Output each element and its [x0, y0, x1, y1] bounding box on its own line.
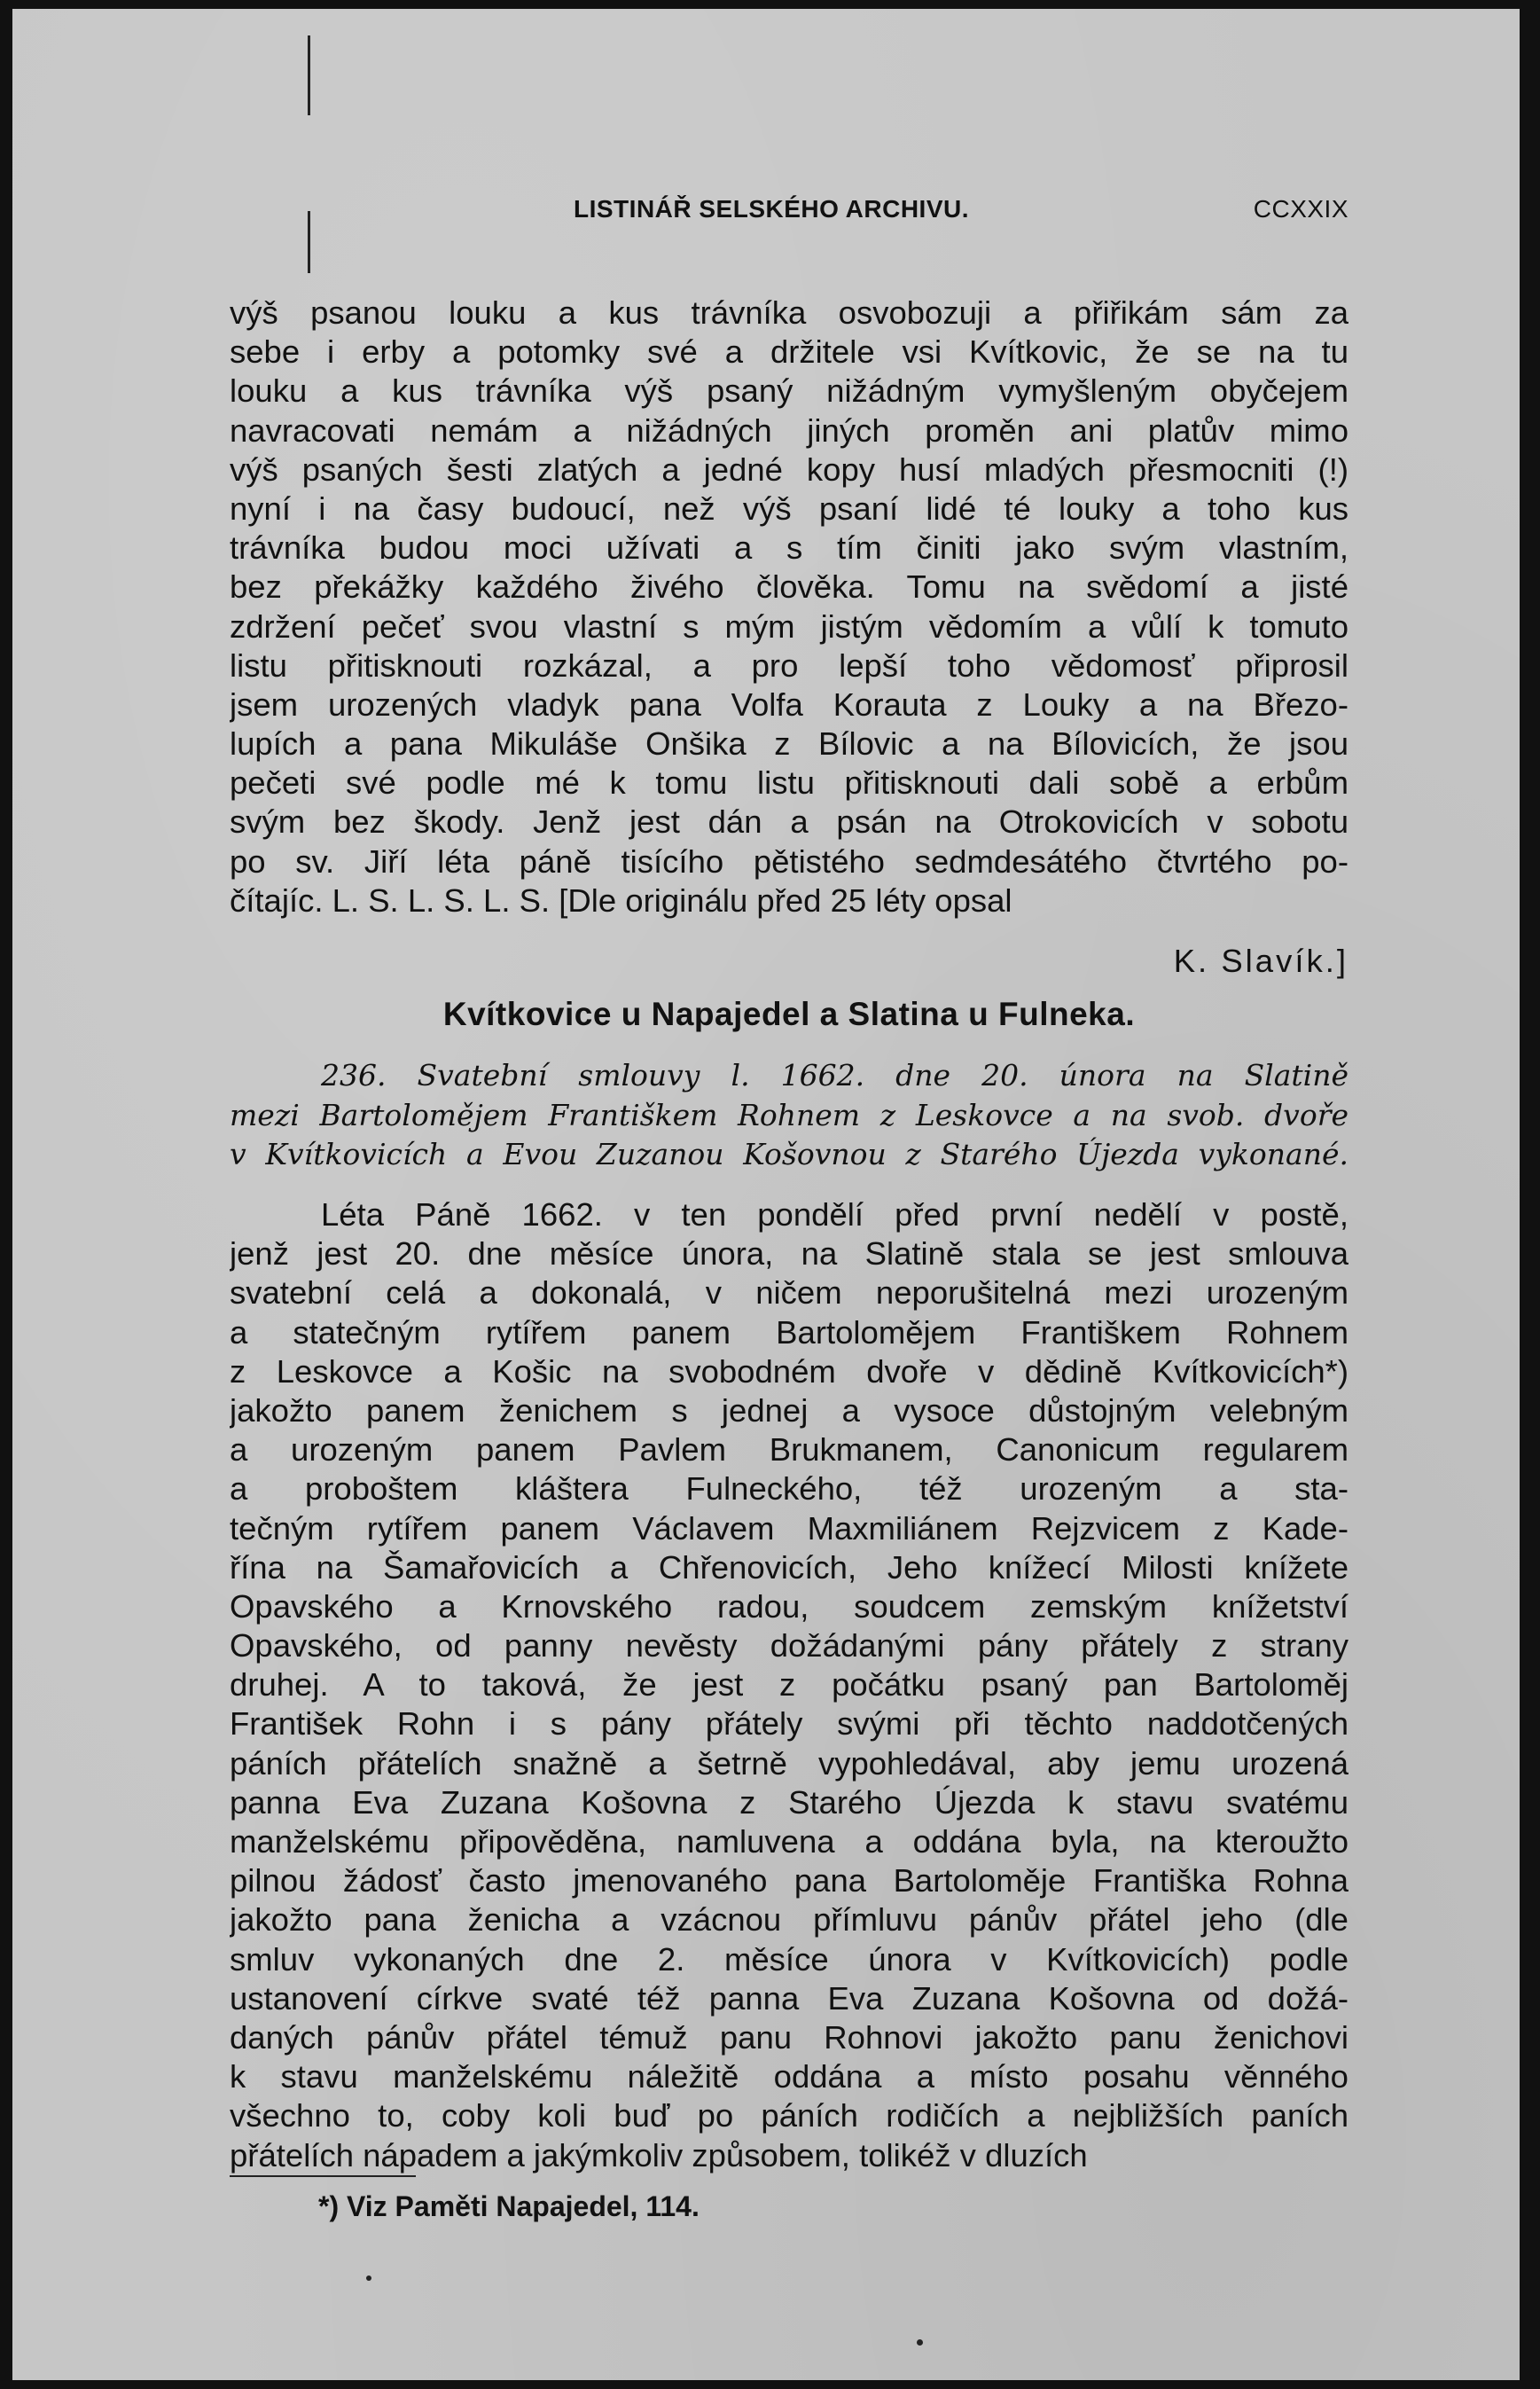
text-line: všechno to, coby koli buď po páních rodičích a nejbližších paních: [230, 2097, 1348, 2134]
text-line: trávníka budou moci užívati a s tím činiti jako svým vlastním,: [230, 529, 1348, 567]
text-line: navracovati nemám a nižádných jiných proměn ani platův mimo: [230, 411, 1348, 449]
text-line: lupích a pana Mikuláše Onšika z Bílovic a na Bílovicích, že jsou: [230, 725, 1348, 763]
text-line: přátelích nápadem a jakýmkoliv způsobem, tolikéž v dluzích: [230, 2136, 1088, 2174]
text-line: bez překážky každého živého člověka. Tomu na svědomí a jisté: [230, 568, 1348, 606]
footnote: *) Viz Paměti Napajedel, 114.: [318, 2190, 700, 2222]
header-title: LISTINÁŘ SELSKÉHO ARCHIVU.: [574, 195, 969, 223]
text-line: mezi Bartolomějem Františkem Rohnem z Leskovce a na svob. dvoře: [230, 1097, 1348, 1132]
section-heading: Kvítkovice u Napajedel a Slatina u Fulneka.: [442, 996, 1136, 1032]
text-line: ustanovení církve svaté též panna Eva Zuzana Košovna od dožá-: [230, 1979, 1348, 2017]
text-line: manželskému připověděna, namluvena a oddána byla, na kteroužto: [230, 1823, 1348, 1860]
text-line: listu přitisknouti rozkázal, a pro lepší toho vědomosť připrosil: [230, 646, 1348, 684]
signature-block: [230, 942, 1348, 981]
text-line: pečeti své podle mé k tomu listu přitisknouti dali sobě a erbům: [230, 764, 1348, 802]
text-line: František Rohn i s pány přátely svými při těchto naddotčených: [230, 1705, 1348, 1743]
text-line: jsem urozených vladyk pana Volfa Korauta z Louky a na Březo-: [230, 685, 1348, 723]
page-number: CCXXIX: [1253, 195, 1348, 223]
text-line: Opavského a Krnovského radou, soudcem zemským knížetství: [230, 1587, 1348, 1625]
text-line: Opavského, od panny nevěsty dožádanými pány přátely z strany: [230, 1627, 1348, 1664]
text-line: jakožto pana ženicha a vzácnou přímluvu pánův přátel jeho (dle: [230, 1901, 1348, 1939]
text-line: panna Eva Zuzana Košovna z Starého Újezda k stavu svatému: [230, 1783, 1348, 1821]
text-line: a urozeným panem Pavlem Brukmanem, Canonicum regularem: [230, 1431, 1348, 1469]
text-line: svatební celá a dokonalá, v ničem neporušitelná mezi urozeným: [230, 1274, 1348, 1312]
signature: K. Slavík.]: [1173, 943, 1348, 979]
text-line: k stavu manželskému náležitě oddána a místo posahu věnného: [230, 2058, 1348, 2095]
text-line: a proboštem kláštera Fulneckého, též urozeným a sta-: [230, 1470, 1348, 1508]
text-line: výš psanou louku a kus trávníka osvobozuji a přiřikám sám za: [230, 294, 1348, 331]
paper-speck: [366, 2275, 371, 2281]
text-line: jakožto panem ženichem s jednej a vysoce důstojným velebným: [230, 1391, 1348, 1429]
text-line: a statečným rytířem panem Bartolomějem Františkem Rohnem: [230, 1313, 1348, 1351]
paper-speck: [917, 2339, 923, 2346]
text-line: 236. Svatební smlouvy l. 1662. dne 20. února na Slatině: [321, 1058, 1348, 1093]
text-line: druhej. A to taková, že jest z počátku psaný pan Bartoloměj: [230, 1666, 1348, 1704]
running-header: [230, 188, 1348, 232]
footnote-rule: [230, 2175, 416, 2177]
text-line: jenž jest 20. dne měsíce února, na Slatině stala se jest smlouva: [230, 1235, 1348, 1273]
text-line: nyní i na časy budoucí, než výš psaní lidé té louky a toho kus: [230, 490, 1348, 527]
text-line: po sv. Jiří léta páně tisícího pětistého sedmdesátého čtvrtého po-: [230, 842, 1348, 880]
text-line: daných pánův přátel témuž panu Rohnovi jakožto panu ženichovi: [230, 2018, 1348, 2056]
text-line: louku a kus trávníka výš psaný nižádným vymyšleným obyčejem: [230, 372, 1348, 410]
text-line: Léta Páně 1662. v ten pondělí před první nedělí v postě,: [321, 1196, 1348, 1233]
text-line: sebe i erby a potomky své a držitele vsi Kvítkovic, že se na tu: [230, 333, 1348, 371]
margin-mark: [308, 35, 310, 115]
document-title: [230, 1056, 1348, 1175]
text-line: z Leskovce a Košic na svobodném dvoře v dědině Kvítkovicích*): [230, 1352, 1348, 1390]
book-page: [12, 9, 1520, 2380]
text-line: zdržení pečeť svou vlastní s mým jistým vědomím a vůlí k tomuto: [230, 607, 1348, 645]
main-paragraph: [230, 1195, 1348, 2175]
text-line: pilnou žádosť často jmenovaného pana Bartoloměje Františka Rohna: [230, 1862, 1348, 1899]
text-line: svým bez škody. Jenž jest dán a psán na Otrokovicích v sobotu: [230, 803, 1348, 841]
text-line: výš psaných šesti zlatých a jedné kopy husí mladých přesmocniti (!): [230, 450, 1348, 488]
text-line: páních přátelích snažně a šetrně vypohledával, aby jemu urozená: [230, 1744, 1348, 1782]
text-line: řína na Šamařovicích a Chřenovicích, Jeho knížecí Milosti knížete: [230, 1548, 1348, 1586]
text-line: smluv vykonaných dne 2. měsíce února v Kvítkovicích) podle: [230, 1940, 1348, 1978]
text-line: čítajíc. L. S. L. S. L. S. [Dle originálu před 25 léty opsal: [230, 881, 1012, 919]
top-paragraph: [230, 294, 1348, 920]
text-line: tečným rytířem panem Václavem Maxmiliánem Rejzvicem z Kade-: [230, 1509, 1348, 1547]
text-line: v Kvítkovicích a Evou Zuzanou Košovnou z Starého Újezda vykonané.: [230, 1137, 1348, 1171]
